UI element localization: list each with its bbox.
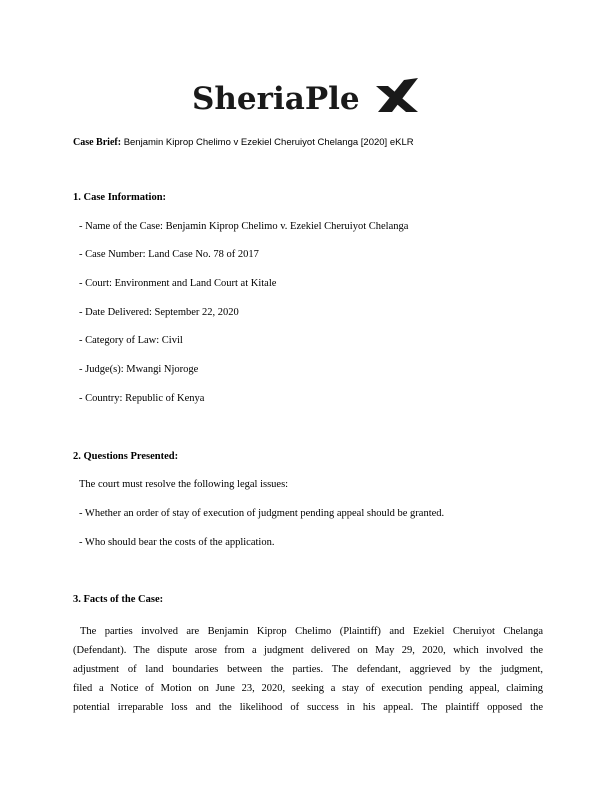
case-info-country: - Country: Republic of Kenya (79, 393, 205, 404)
case-info-judges: - Judge(s): Mwangi Njoroge (79, 364, 199, 375)
sheriaplex-logo (0, 74, 612, 123)
question-item: - Whether an order of stay of execution of judgment pending appeal should be granted. (79, 508, 445, 519)
case-info-category: - Category of Law: Civil (79, 335, 183, 346)
facts-line: adjustment of land boundaries between the parties. The defendant, aggrieved by the judgment, (73, 664, 543, 675)
question-item: - Who should bear the costs of the application. (79, 537, 275, 548)
case-info-name: - Name of the Case: Benjamin Kiprop Chelimo v. Ezekiel Cheruiyot Chelanga (79, 221, 409, 232)
facts-line: filed a Notice of Motion on June 23, 2020, seeking a stay of execution pending appeal, claiming (73, 683, 543, 694)
facts-paragraph (73, 622, 543, 717)
section-heading-case-information: 1. Case Information: (73, 192, 167, 203)
section-heading-questions-presented: 2. Questions Presented: (73, 451, 179, 462)
case-info-date: - Date Delivered: September 22, 2020 (79, 307, 239, 318)
section-heading-facts: 3. Facts of the Case: (73, 594, 164, 605)
logo-x-mark-icon (376, 78, 418, 112)
logo-graphic (190, 74, 422, 118)
case-brief-label: Case Brief: (73, 137, 122, 148)
case-info-number: - Case Number: Land Case No. 78 of 2017 (79, 249, 259, 260)
logo-wordmark: SheriaPle (192, 81, 360, 117)
case-brief-title: Benjamin Kiprop Chelimo v Ezekiel Cheruiyot Chelanga [2020] eKLR (123, 137, 414, 148)
questions-intro: The court must resolve the following legal issues: (79, 479, 289, 490)
facts-line: The parties involved are Benjamin Kiprop Chelimo (Plaintiff) and Ezekiel Cheruiyot Chelanga (80, 626, 543, 637)
facts-line: potential irreparable loss and the likelihood of success in his appeal. The plaintiff opposed the (73, 702, 543, 713)
facts-line: (Defendant). The dispute arose from a judgment delivered on May 29, 2020, which involved the (73, 645, 543, 656)
case-info-court: - Court: Environment and Land Court at Kitale (79, 278, 277, 289)
case-brief-line (73, 137, 414, 148)
